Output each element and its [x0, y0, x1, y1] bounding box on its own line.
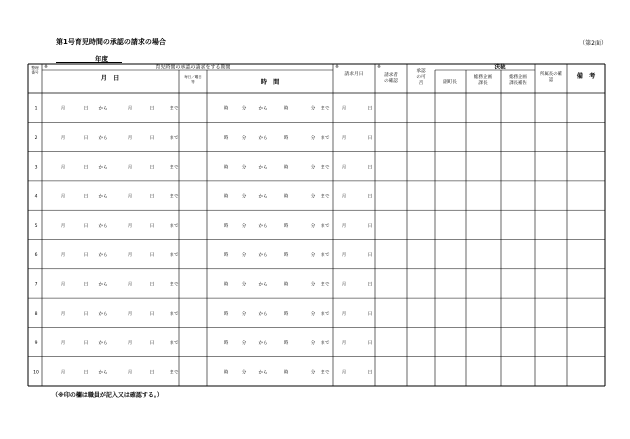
- row-minute-from: 分: [241, 194, 247, 200]
- row-hour-from: 時: [223, 223, 229, 229]
- dept-head-check-header: 認: [548, 78, 554, 83]
- row-month-from: 月: [60, 370, 66, 376]
- remarks-header: 備 考: [576, 73, 596, 80]
- row-number: 3: [34, 165, 38, 171]
- row-day-from: 日: [83, 282, 89, 288]
- row-number: 2: [34, 135, 38, 141]
- row-until: まで: [169, 253, 179, 259]
- row-number: 4: [34, 194, 38, 200]
- row-from: から: [98, 106, 108, 112]
- row-minute-to: 分: [310, 135, 316, 141]
- row-month-to: 月: [127, 282, 133, 288]
- row-time-from: から: [258, 282, 268, 288]
- row-time-from: から: [258, 311, 268, 317]
- row-until: まで: [169, 370, 179, 376]
- row-month-to: 月: [127, 311, 133, 317]
- mark-header: ※: [44, 64, 48, 69]
- requester-check-header: の確認: [384, 79, 398, 84]
- row-from: から: [98, 341, 108, 347]
- row-until: まで: [169, 282, 179, 288]
- row-request-day: 日: [367, 370, 373, 376]
- request-date-header: 請求月日: [344, 72, 364, 77]
- row-request-day: 日: [367, 223, 373, 229]
- row-time-until: まで: [320, 282, 330, 288]
- row-day-from: 日: [83, 165, 89, 171]
- row-number: 9: [34, 341, 38, 347]
- year-label: 年度: [95, 55, 108, 63]
- row-request-month: 月: [341, 282, 347, 288]
- row-number: 5: [34, 223, 38, 229]
- row-from: から: [98, 311, 108, 317]
- row-month-to: 月: [127, 341, 133, 347]
- row-minute-from: 分: [241, 311, 247, 317]
- row-minute-to: 分: [310, 194, 316, 200]
- gen-affairs-manager-header: 総務企画: [473, 75, 493, 80]
- page-label: （第2面）: [579, 40, 607, 47]
- row-time-from: から: [258, 223, 268, 229]
- row-hour-from: 時: [223, 311, 229, 317]
- row-minute-from: 分: [241, 253, 247, 259]
- row-until: まで: [169, 165, 179, 171]
- row-minute-from: 分: [241, 135, 247, 141]
- row-time-until: まで: [320, 106, 330, 112]
- row-month-from: 月: [60, 106, 66, 112]
- row-day-from: 日: [83, 253, 89, 259]
- row-hour-from: 時: [223, 135, 229, 141]
- row-month-to: 月: [127, 194, 133, 200]
- row-hour-to: 時: [283, 311, 289, 317]
- row-request-month: 月: [341, 253, 347, 259]
- mark-request-date: ※: [335, 64, 339, 69]
- row-month-to: 月: [127, 106, 133, 112]
- row-time-until: まで: [320, 223, 330, 229]
- row-request-month: 月: [341, 370, 347, 376]
- row-day-from: 日: [83, 311, 89, 317]
- row-request-month: 月: [341, 194, 347, 200]
- row-request-day: 日: [367, 311, 373, 317]
- row-time-until: まで: [320, 165, 330, 171]
- row-day-from: 日: [83, 194, 89, 200]
- row-request-day: 日: [367, 106, 373, 112]
- serial-no-header: 整理: [31, 66, 39, 70]
- row-number: 10: [33, 370, 39, 376]
- row-minute-from: 分: [241, 165, 247, 171]
- row-month-from: 月: [60, 194, 66, 200]
- serial-no-header: 番号: [31, 70, 39, 75]
- row-from: から: [98, 370, 108, 376]
- row-hour-to: 時: [283, 282, 289, 288]
- row-month-to: 月: [127, 165, 133, 171]
- row-hour-from: 時: [223, 341, 229, 347]
- row-hour-to: 時: [283, 165, 289, 171]
- row-hour-to: 時: [283, 370, 289, 376]
- row-hour-to: 時: [283, 106, 289, 112]
- row-day-to: 日: [149, 223, 155, 229]
- gen-affairs-assistant-header: 総務企画: [509, 75, 527, 80]
- row-day-to: 日: [149, 253, 155, 259]
- row-number: 6: [34, 253, 38, 259]
- row-day-from: 日: [83, 370, 89, 376]
- row-time-until: まで: [320, 341, 330, 347]
- row-time-from: から: [258, 341, 268, 347]
- row-request-month: 月: [341, 341, 347, 347]
- row-time-until: まで: [320, 370, 330, 376]
- row-until: まで: [169, 223, 179, 229]
- row-day-to: 日: [149, 135, 155, 141]
- row-day-from: 日: [83, 341, 89, 347]
- approval-header: 否: [418, 81, 424, 86]
- row-minute-from: 分: [241, 223, 247, 229]
- decision-group-header: 決裁: [494, 64, 506, 71]
- requester-check-header: 請求者: [384, 73, 398, 78]
- row-month-from: 月: [60, 311, 66, 317]
- row-until: まで: [169, 341, 179, 347]
- row-hour-from: 時: [223, 253, 229, 259]
- row-minute-to: 分: [310, 282, 316, 288]
- vice-director-header: 副町長: [443, 80, 457, 85]
- row-from: から: [98, 194, 108, 200]
- row-day-to: 日: [149, 106, 155, 112]
- row-month-from: 月: [60, 135, 66, 141]
- row-time-until: まで: [320, 253, 330, 259]
- row-request-month: 月: [341, 311, 347, 317]
- row-hour-to: 時: [283, 194, 289, 200]
- row-hour-from: 時: [223, 370, 229, 376]
- row-from: から: [98, 223, 108, 229]
- row-request-month: 月: [341, 223, 347, 229]
- row-hour-from: 時: [223, 165, 229, 171]
- footnote: （※印の欄は職員が記入又は確認する。）: [52, 392, 163, 399]
- mark-requester: ※: [377, 64, 381, 69]
- row-day-to: 日: [149, 282, 155, 288]
- row-month-from: 月: [60, 341, 66, 347]
- row-minute-to: 分: [310, 223, 316, 229]
- row-request-day: 日: [367, 282, 373, 288]
- row-time-from: から: [258, 194, 268, 200]
- gen-affairs-assistant-header: 課長補佐: [509, 81, 527, 86]
- row-until: まで: [169, 135, 179, 141]
- row-until: まで: [169, 311, 179, 317]
- gen-affairs-manager-header: 課長: [478, 81, 488, 86]
- row-hour-to: 時: [283, 223, 289, 229]
- row-number: 8: [34, 311, 38, 317]
- row-hour-from: 時: [223, 282, 229, 288]
- dept-head-check-header: 所属長の確: [540, 72, 562, 77]
- weekday-column-header: 等: [191, 80, 195, 84]
- row-request-day: 日: [367, 165, 373, 171]
- date-column-header: 月 日: [100, 75, 120, 82]
- row-month-to: 月: [127, 253, 133, 259]
- row-minute-from: 分: [241, 341, 247, 347]
- row-request-month: 月: [341, 106, 347, 112]
- row-minute-from: 分: [241, 106, 247, 112]
- row-request-day: 日: [367, 135, 373, 141]
- approval-header: 承認: [416, 69, 426, 74]
- row-hour-to: 時: [283, 341, 289, 347]
- row-day-to: 日: [149, 341, 155, 347]
- row-day-to: 日: [149, 370, 155, 376]
- row-time-from: から: [258, 253, 268, 259]
- row-hour-from: 時: [223, 194, 229, 200]
- row-request-month: 月: [341, 135, 347, 141]
- row-from: から: [98, 135, 108, 141]
- row-minute-from: 分: [241, 282, 247, 288]
- row-time-until: まで: [320, 194, 330, 200]
- row-hour-from: 時: [223, 106, 229, 112]
- weekday-column-header: 毎日／曜日: [184, 75, 202, 79]
- row-request-day: 日: [367, 194, 373, 200]
- row-from: から: [98, 282, 108, 288]
- row-month-to: 月: [127, 135, 133, 141]
- row-until: まで: [169, 194, 179, 200]
- row-month-to: 月: [127, 223, 133, 229]
- row-day-to: 日: [149, 194, 155, 200]
- row-time-until: まで: [320, 135, 330, 141]
- row-hour-to: 時: [283, 135, 289, 141]
- row-month-from: 月: [60, 223, 66, 229]
- row-from: から: [98, 165, 108, 171]
- row-hour-to: 時: [283, 253, 289, 259]
- row-until: まで: [169, 106, 179, 112]
- row-from: から: [98, 253, 108, 259]
- row-number: 7: [34, 282, 38, 288]
- row-month-from: 月: [60, 282, 66, 288]
- row-month-to: 月: [127, 370, 133, 376]
- row-request-day: 日: [367, 341, 373, 347]
- form-title: 第1号育児時間の承認の請求の場合: [56, 38, 166, 46]
- row-month-from: 月: [60, 165, 66, 171]
- row-time-from: から: [258, 165, 268, 171]
- row-time-from: から: [258, 370, 268, 376]
- row-minute-to: 分: [310, 311, 316, 317]
- row-number: 1: [34, 106, 38, 112]
- row-minute-to: 分: [310, 341, 316, 347]
- row-time-from: から: [258, 106, 268, 112]
- row-time-from: から: [258, 135, 268, 141]
- row-day-from: 日: [83, 135, 89, 141]
- row-request-day: 日: [367, 253, 373, 259]
- row-minute-to: 分: [310, 165, 316, 171]
- row-minute-to: 分: [310, 106, 316, 112]
- row-day-to: 日: [149, 311, 155, 317]
- row-day-to: 日: [149, 165, 155, 171]
- period-group-header: 育児時間の承認の請求をする期間: [155, 64, 231, 71]
- row-minute-from: 分: [241, 370, 247, 376]
- row-day-from: 日: [83, 223, 89, 229]
- row-time-until: まで: [320, 311, 330, 317]
- row-request-month: 月: [341, 165, 347, 171]
- approval-header: の可: [416, 75, 426, 80]
- row-minute-to: 分: [310, 370, 316, 376]
- row-minute-to: 分: [310, 253, 316, 259]
- row-month-from: 月: [60, 253, 66, 259]
- row-day-from: 日: [83, 106, 89, 112]
- time-column-header: 時 間: [260, 79, 280, 86]
